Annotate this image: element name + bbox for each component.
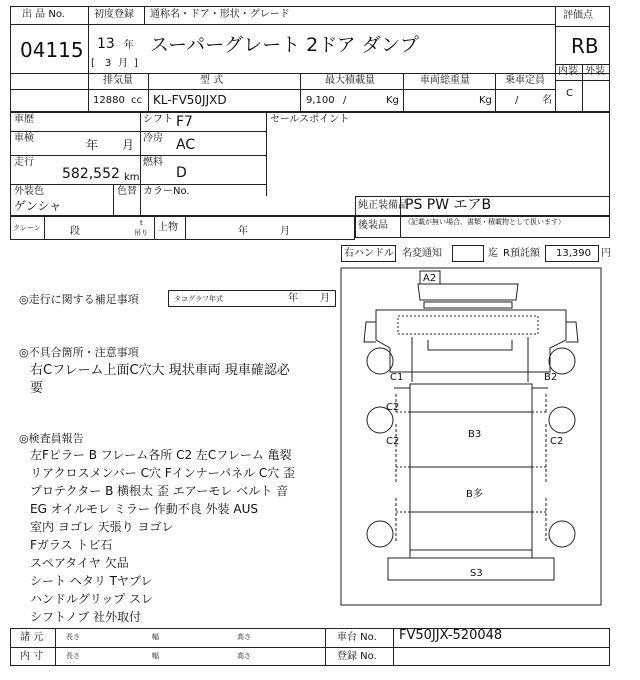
mileage-unit: km <box>124 172 140 183</box>
car-name: スーパーグレート 2ドア ダンプ <box>150 34 419 56</box>
displacement-unit: cc <box>131 95 142 106</box>
interior-label: 内装 <box>558 66 578 77</box>
wheel-rear-left-2 <box>367 521 393 547</box>
details-block <box>10 112 610 216</box>
inner-height-label: 高さ <box>237 652 251 660</box>
gross-weight-unit: Kg <box>479 95 492 106</box>
year-unit: 年 <box>124 40 134 51</box>
tacho-month-unit: 月 <box>320 293 330 304</box>
score-label: 評価点 <box>563 10 593 21</box>
mark-b2: B2 <box>544 372 558 383</box>
max-load-slash: / <box>343 95 347 106</box>
score-value: RB <box>571 34 599 58</box>
recycle-amount: 13,390 <box>556 248 591 259</box>
wheel-front-left <box>367 348 393 374</box>
mark-c2-left: C2 <box>386 402 400 413</box>
inspection-month-unit: 月 <box>122 138 135 152</box>
ext-color-value: ゲンシャ <box>14 199 62 213</box>
inspection-year-unit: 年 <box>86 138 99 152</box>
first-reg-month: 3 <box>105 58 112 69</box>
history-label: 車歴 <box>14 114 34 125</box>
upper-body-label: 上物 <box>158 222 178 233</box>
chassis-number: FV50JJX-520048 <box>399 628 503 643</box>
name-change-label: 名変通知 <box>402 248 442 259</box>
driving-notes-header: ◎走行に関する補足事項 <box>19 293 139 306</box>
expiry-label: 迄 <box>488 248 498 259</box>
shift-label: シフト <box>143 114 173 125</box>
yen-unit: 円 <box>601 248 611 259</box>
inspector-line: ハンドルグリップ スレ <box>30 592 154 606</box>
steering-value: 右ハンドル <box>344 248 394 259</box>
mileage-value: 582,552 <box>62 166 120 182</box>
tacho-label: タコグラフ年式 <box>174 295 223 303</box>
inner-width-label: 幅 <box>152 652 159 660</box>
lot-number: 04115 <box>20 38 84 62</box>
mileage-label: 走行 <box>14 157 34 168</box>
name-change-box <box>452 245 484 262</box>
dims-width-label: 幅 <box>152 633 159 641</box>
crane-label: クレーン <box>13 224 41 232</box>
sales-point-label: セールスポイント <box>270 114 350 125</box>
mark-b3: B3 <box>468 429 482 440</box>
inspector-line: リアクロスメンバー C穴 Fインナーパネル C穴 歪 <box>30 466 296 480</box>
inspector-line: Fガラス トビ石 <box>30 538 113 552</box>
upper-month-unit: 月 <box>280 226 290 237</box>
crane-ton-label: t <box>140 219 143 227</box>
inspector-line: スペアタイヤ 欠品 <box>30 556 129 570</box>
fuel-label: 燃料 <box>143 157 163 168</box>
wheel-rear-right-2 <box>549 521 575 547</box>
model-label: 型 式 <box>200 75 224 86</box>
month-unit: 月 <box>118 58 128 69</box>
mark-c2-left-lower: C2 <box>386 436 400 447</box>
color-change-label: 色替 <box>117 186 137 197</box>
displacement-value: 12880 <box>93 95 125 106</box>
dims-label: 諸 元 <box>20 632 44 643</box>
inspector-line: 室内 ヨゴレ 天張り ヨゴレ <box>30 520 174 534</box>
ext-color-label: 外装色 <box>14 186 44 197</box>
shift-value: F7 <box>176 114 193 130</box>
crane-row <box>10 216 355 240</box>
inner-length-label: 長さ <box>66 652 80 660</box>
mark-c1: C1 <box>390 372 404 383</box>
upper-year-unit: 年 <box>238 226 248 237</box>
inspector-line: プロテクター B 横根太 歪 エアーモレ ベルト 音 <box>30 484 289 498</box>
max-load-unit: Kg <box>386 95 399 106</box>
defect-header: ◎不具合箇所・注意事項 <box>19 346 139 359</box>
first-reg-month-bracket-close: ] <box>134 58 138 69</box>
aftermarket-note: （記載が無い場合、書類・積載物として扱います） <box>404 218 565 226</box>
first-reg-month-bracket-open: [ <box>91 58 95 69</box>
capacity-unit: 名 <box>542 95 552 106</box>
wheel-rear-right-1 <box>549 407 575 433</box>
max-load-label: 最大積載量 <box>325 75 375 86</box>
crane-lift-label: 吊り <box>134 229 148 237</box>
inspector-line: EG オイルモレ ミラー 作動不良 外装 AUS <box>30 502 258 516</box>
displacement-label: 排気量 <box>103 75 133 86</box>
inspector-line: シフトノブ 社外取付 <box>30 610 142 624</box>
lot-label: 出 品 No. <box>22 9 65 20</box>
mark-s3: S3 <box>470 568 483 579</box>
interior-grade: C <box>566 88 573 99</box>
tacho-year-unit: 年 <box>288 293 298 304</box>
ac-value: AC <box>176 137 196 153</box>
mark-b-many: B多 <box>466 489 483 500</box>
aftermarket-label: 後装品 <box>358 220 388 231</box>
capacity-slash: / <box>515 95 519 106</box>
wheel-front-right <box>549 348 575 374</box>
cab-body <box>376 310 566 372</box>
crane-stage-label: 段 <box>70 226 80 237</box>
inner-dims-label: 内 寸 <box>20 651 44 662</box>
color-no-label: カラーNo. <box>143 186 190 197</box>
inspector-line: 左Fピラー B フレーム各所 C2 左Cフレーム 亀裂 <box>30 448 292 462</box>
inspector-header: ◎検査員報告 <box>19 432 84 445</box>
capacity-label: 乗車定員 <box>505 75 545 86</box>
ac-label: 冷房 <box>143 133 163 144</box>
equipment-label: 純正装備品 <box>358 200 408 211</box>
mark-a2: A2 <box>423 273 437 284</box>
dims-height-label: 高さ <box>237 633 251 641</box>
first-reg-label: 初度登録 <box>94 9 134 20</box>
fuel-value: D <box>176 165 187 181</box>
dims-length-label: 長さ <box>66 633 80 641</box>
mark-c2-right: C2 <box>550 436 564 447</box>
inspection-label: 車検 <box>14 133 34 144</box>
equipment-value: PS PW エアB <box>405 197 492 213</box>
first-reg-year: 13 <box>97 36 115 52</box>
max-load-value: 9,100 <box>306 95 335 106</box>
inspector-line: シート ヘタリ Tヤブレ <box>30 574 153 588</box>
gross-weight-label: 車両総重量 <box>420 75 470 86</box>
model-value: KL-FV50JJXD <box>153 93 227 107</box>
registration-label: 登録 No. <box>337 651 377 662</box>
defect-line: 要 <box>30 381 44 396</box>
chassis-label: 車台 No. <box>337 632 377 643</box>
recycle-label: R預託額 <box>503 248 540 259</box>
exterior-label: 外装 <box>585 66 605 77</box>
defect-line: 右Cフレーム上面C穴大 現状車両 現車確認必 <box>30 363 290 378</box>
truck-damage-diagram <box>340 262 602 607</box>
car-name-label: 通称名・ドア・形状・グレード <box>150 9 290 20</box>
cab-roof <box>424 302 512 308</box>
